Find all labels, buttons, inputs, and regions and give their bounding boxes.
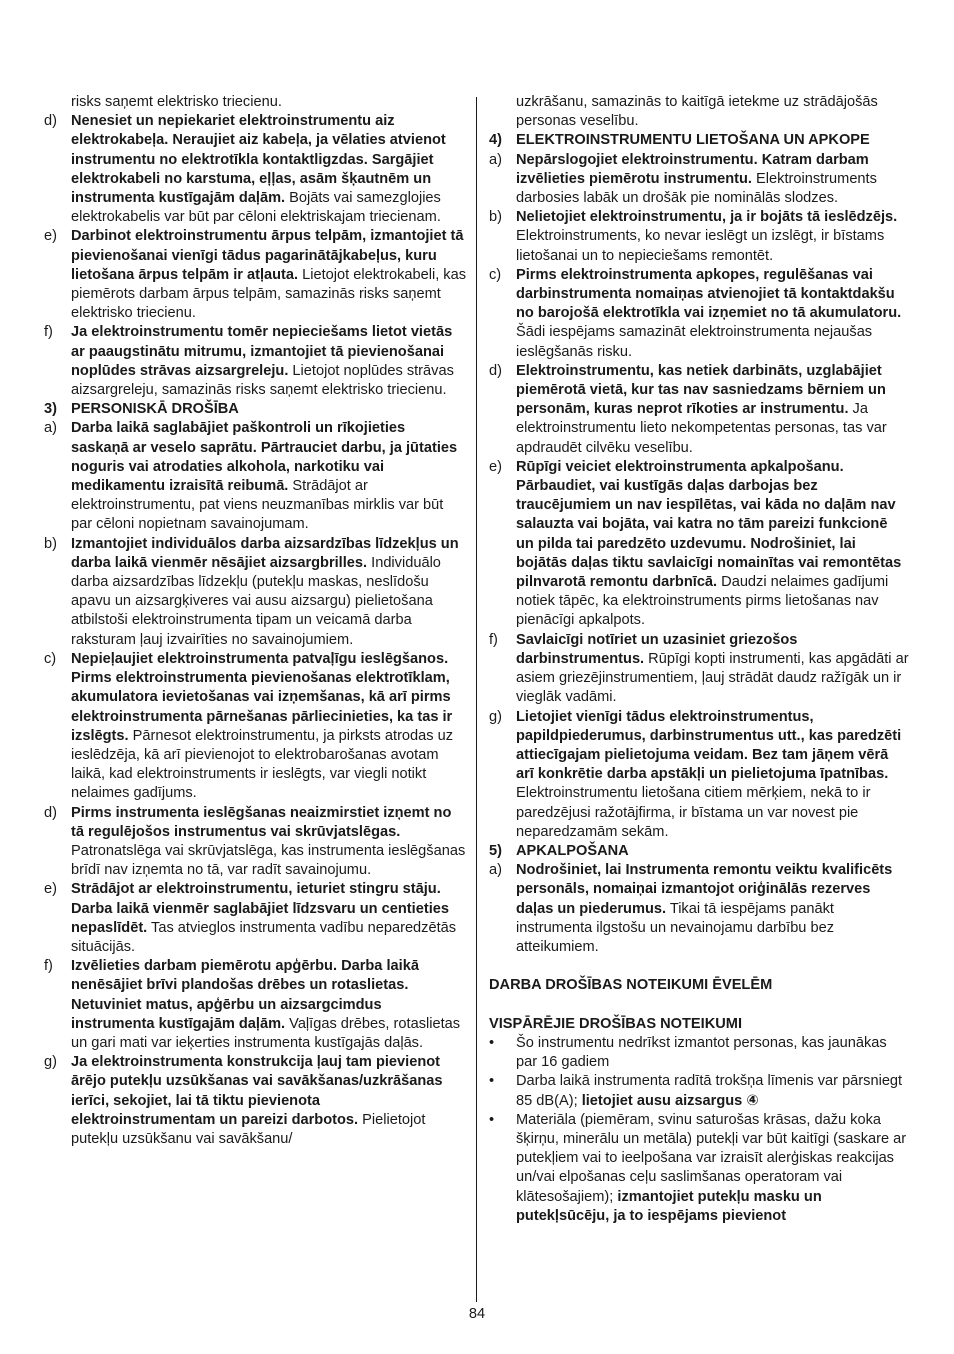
item-label: d) [489, 362, 502, 379]
item-bold-text: Nepieļaujiet elektroinstrumenta patvaļīgu ieslēgšanos. Pirms elektroinstrumenta pievienošanas elektrotīklam, akumulatora ievietošanas vai izņemšanas, kā arī pirms elektroinstrumenta pārnešanas pārliecinieties, ka tas ir izslēgts. [71, 650, 453, 744]
item-bold-text: Izvēlieties darbam piemērotu apģērbu. Darba laikā nenēsājiet brīvi plandošas drēbes un rotaslietas. Netuviniet matus, apģērbu un aizsargcimdus instrumenta kustīgajām daļām. [71, 958, 419, 1032]
left-column [44, 93, 466, 1149]
continuation-text: uzkrāšanu, samazinās to kaitīgā ietekme uz strādājošās personas veselību. [516, 94, 878, 130]
bullet-icon: • [489, 1111, 495, 1128]
bullet-text: Materiāla (piemēram, svinu saturošas krāsas, dažu koka šķirņu, minerālu un metāla) putekļi var būt kaitīgi (saskare ar putekļiem vai to ieelpošana var izraisīt alerģiskas reakcijas un/vai elpošanas ceļu saslimšanas operatoram vai klātesošajiem); [516, 1111, 907, 1205]
page-number: 84 [468, 1306, 486, 1322]
item-text: Lietojot noplūdes strāvas aizsargreleju, samazinās risks saņemt elektrisko triecienu. [71, 362, 454, 399]
item-label: a) [44, 420, 57, 437]
list-item [44, 227, 466, 323]
item-bold-text: Pirms elektroinstrumenta apkopes, regulēšanas vai darbinstrumenta nomaiņas atvienojiet tā kontaktdakšu no barojošā elektrotīkla vai izņemiet no tā akumulatoru. [516, 266, 902, 322]
planer-safety-heading: DARBA DROŠĪBAS NOTEIKUMI ĒVELĒM [489, 977, 773, 994]
item-label: b) [489, 209, 502, 226]
list-item [489, 458, 909, 631]
item-bold-text: Ja elektroinstrumenta konstrukcija ļauj tam pievienot ārējo putekļu uzsūkšanas vai savākšanas/uzkrāšanas ierīci, sekojiet, lai tā tiktu pievienota elektroinstrumentam un pareizi darbotos. [71, 1054, 443, 1128]
general-safety-heading: VISPĀRĒJIE DROŠĪBAS NOTEIKUMI [489, 1015, 742, 1032]
bullet-icon: • [489, 1034, 495, 1051]
item-label: b) [44, 535, 57, 552]
section-4-number: 4) [489, 132, 502, 149]
item-label: c) [489, 266, 502, 283]
item-label: f) [44, 324, 53, 341]
list-item [44, 957, 466, 1053]
item-bold-text: Darbinot elektroinstrumentu ārpus telpām, izmantojiet tā pievienošanai vienīgi tādus pagarinātājkabeļus, kuru lietošana ārpus telpām ir atļauta. [71, 228, 464, 283]
item-text: Strādājot ar elektroinstrumentu, pat viens neuzmanības mirklis var būt par cēloni nopietnam savainojumam. [71, 478, 444, 533]
item-bold-text: Izmantojiet individuālos darba aizsardzības līdzekļus un darba laikā vienmēr nēsājiet aizsargbrilles. [71, 535, 459, 571]
item-bold-text: Lietojiet vienīgi tādus elektroinstrumentus, papildpiederumus, darbinstrumentus utt., kas paredzēti attiecīgajam pielietojuma veidam. Bez tam jāņem vērā arī konkrētie darba apstākļi un pielietojuma īpatnības. [516, 708, 902, 783]
section-3-title: PERSONISKĀ DROŠĪBA [71, 401, 239, 418]
bullet-item [489, 1111, 909, 1226]
section-5-number: 5) [489, 842, 502, 859]
item-bold-text: Ja elektroinstrumentu tomēr nepieciešams lietot vietās ar paaugstinātu mitrumu, izmantojiet tā pievienošanai noplūdes strāvas aizsargreleju. [71, 324, 453, 379]
list-item [489, 362, 909, 458]
bullet-text: Šo instrumentu nedrīkst izmantot personas, kas jaunākas par 16 gadiem [516, 1034, 887, 1071]
item-text: Ja elektroinstrumentu lieto nekompetentas personas, tas var apdraudēt cilvēku veselību. [516, 401, 887, 456]
list-item [44, 1053, 466, 1149]
list-item [44, 323, 466, 400]
item-text: Elektroinstrumentu lietošana citiem mērķiem, nekā to ir paredzējusi ražotājfirma, ir bīstama un var novest pie neparedzamām sekām. [516, 785, 871, 840]
item-text: Elektroinstruments darbosies labāk un drošāk pie nominālās slodzes. [516, 170, 877, 207]
item-label: a) [489, 151, 502, 168]
item-text: Daudzi nelaimes gadījumi notiek tāpēc, ka elektroinstruments pirms lietošanas nav pienācīgi apkalpots. [516, 574, 889, 629]
item-label: g) [44, 1054, 57, 1071]
column-divider [476, 97, 477, 1302]
section-5-heading [489, 842, 909, 861]
item-bold-text: Rūpīgi veiciet elektroinstrumenta apkalpošanu. Pārbaudiet, vai kustīgās daļas darbojas bez traucējumiem un nav iespīlētas, vai kāda no daļām nav salauzta vai bojāta, vai katra no tām pareizi funkcionē un pilda tai paredzēto uzdevumu. Nodrošiniet, lai bojātās daļas tiktu savlaicīgi nomainītas vai remontētas pilnvarotā remontu darbnīcā. [516, 458, 902, 591]
list-item [489, 631, 909, 708]
item-bold-text: Darba laikā saglabājiet paškontroli un rīkojieties saskaņā ar veselo saprātu. Pārtrauciet darbu, ja jūtaties noguris vai atrodaties alkohola, narkotiku vai medikamentu izraisītā reibumā. [71, 420, 458, 495]
bullet-bold-text: izmantojiet putekļu masku un putekļsūcēju, ja to iespējams pievienot [516, 1188, 822, 1224]
item-bold-text: Nepārslogojiet elektroinstrumentu. Katram darbam izvēlieties piemērotu instrumentu. [516, 151, 869, 187]
list-item [44, 535, 466, 650]
item-text: Rūpīgi kopti instrumenti, kas apgādāti ar asiem griezējinstrumentiem, ļauj strādāt daudz ražīgāk un ir vieglāk vadāmi. [516, 650, 909, 706]
section-3-heading [44, 400, 466, 419]
item-text: Pielietojot putekļu uzsūkšanu vai savākšanu/ [71, 1111, 426, 1147]
item-text: Individuālo darba aizsardzības līdzekļu (putekļu maskas, neslīdošu apavu un aizsargķiveres vai ausu aizsargu) pielietošana atbilstoši elektroinstrumenta tipam un veicamā darba raksturam ļauj izvairīties no savainojumiem. [71, 554, 441, 648]
item-label: f) [489, 631, 498, 648]
section-3-number: 3) [44, 401, 57, 418]
list-item [489, 861, 909, 957]
list-item [489, 266, 909, 362]
item-label: f) [44, 958, 53, 975]
right-column [489, 93, 909, 1226]
item-label: e) [489, 458, 502, 475]
continuation-text: risks saņemt elektrisko triecienu. [71, 94, 282, 110]
bullet-item [489, 1072, 909, 1110]
list-item [44, 804, 466, 881]
item-text: Pārnesot elektroinstrumentu, ja pirksts atrodas uz ieslēdzēja, kā arī pievienojot to elektrobarošanas avotam laikā, kad elektroinstruments ir ieslēgts, var viegli notikt nelaimes gadījums. [71, 727, 454, 802]
section-4-title: ELEKTROINSTRUMENTU LIETOŠANA UN APKOPE [516, 132, 870, 149]
bullet-bold-text: lietojiet ausu aizsargus ④ [581, 1092, 759, 1109]
list-item [44, 419, 466, 534]
list-item [489, 708, 909, 842]
item-bold-text: Pirms instrumenta ieslēgšanas neaizmirstiet izņemt no tā regulējošos instrumentus vai skrūvjatslēgas. [71, 804, 452, 840]
item-bold-text: Savlaicīgi notīriet un uzasiniet griezošos darbinstrumentus. [516, 631, 798, 667]
item-text: Vaļīgas drēbes, rotaslietas un gari mati var ieķerties instrumenta kustīgajās daļās. [71, 1015, 461, 1051]
item-text: Elektroinstruments, ko nevar ieslēgt un izslēgt, ir bīstams lietošanai un to nepieciešams remontēt. [516, 228, 885, 264]
list-item [489, 151, 909, 209]
item-text: Šādi iespējams samazināt elektroinstrumenta nejaušas ieslēgšanās risku. [516, 324, 873, 360]
section-4-heading [489, 131, 909, 150]
section-5-title: APKALPOŠANA [516, 842, 629, 859]
item-label: d) [44, 113, 57, 130]
item-bold-text: Nodrošiniet, lai Instrumenta remontu veiktu kvalificēts personāls, nomaiņai izmantojot oriģinālās rezerves daļas un piederumus. [516, 862, 893, 917]
item-label: g) [489, 708, 502, 725]
list-item [489, 208, 909, 266]
bullet-text: Darba laikā instrumenta radītā trokšņa līmenis var pārsniegt 85 dB(A); [516, 1073, 903, 1109]
item-label: e) [44, 881, 57, 898]
item-label: a) [489, 862, 502, 879]
item-text: Tikai tā iespējams panākt instrumenta ilgstošu un nevainojamu darbību bez atteikumiem. [516, 900, 835, 955]
item-text: Lietojot elektrokabeli, kas piemērots darbam ārpus telpām, samazinās risks saņemt elektrisko triecienu. [71, 266, 467, 322]
item-bold-text: Nenesiet un nepiekariet elektroinstrumentu aiz elektrokabeļa. Neraujiet aiz kabeļa, ja vēlaties atvienot instrumentu no elektrotīkla kontaktligzdas. Sargājiet elektrokabeli no karstuma, eļļas, asām šķautnēm un instrumenta kustīgajām daļām. [71, 113, 446, 207]
item-text: Patronatslēga vai skrūvjatslēga, kas instrumenta ieslēgšanas brīdī nav izņemta no tā, var radīt savainojumu. [71, 842, 466, 879]
bullet-item [489, 1034, 909, 1072]
item-text: Tas atvieglos instrumenta vadību neparedzētās situācijās. [71, 919, 457, 955]
item-bold-text: Strādājot ar elektroinstrumentu, ieturiet stingru stāju. Darba laikā vienmēr saglabājiet līdzsvaru un centieties nepaslīdēt. [71, 881, 449, 936]
item-bold-text: Nelietojiet elektroinstrumentu, ja ir bojāts tā ieslēdzējs. [516, 209, 898, 226]
list-item [44, 650, 466, 804]
item-text: Bojāts vai samezglojies elektrokabelis var būt par cēloni elektriskajam triecienam. [71, 190, 441, 226]
list-item [44, 880, 466, 957]
item-label: d) [44, 804, 57, 821]
item-label: c) [44, 650, 57, 667]
list-item [44, 112, 466, 227]
bullet-icon: • [489, 1073, 495, 1090]
item-bold-text: Elektroinstrumentu, kas netiek darbināts, uzglabājiet piemērotā vietā, kur tas nav sasniedzams bērniem un personām, kuras neprot rīkoties ar instrumentu. [516, 362, 886, 418]
item-label: e) [44, 228, 57, 245]
